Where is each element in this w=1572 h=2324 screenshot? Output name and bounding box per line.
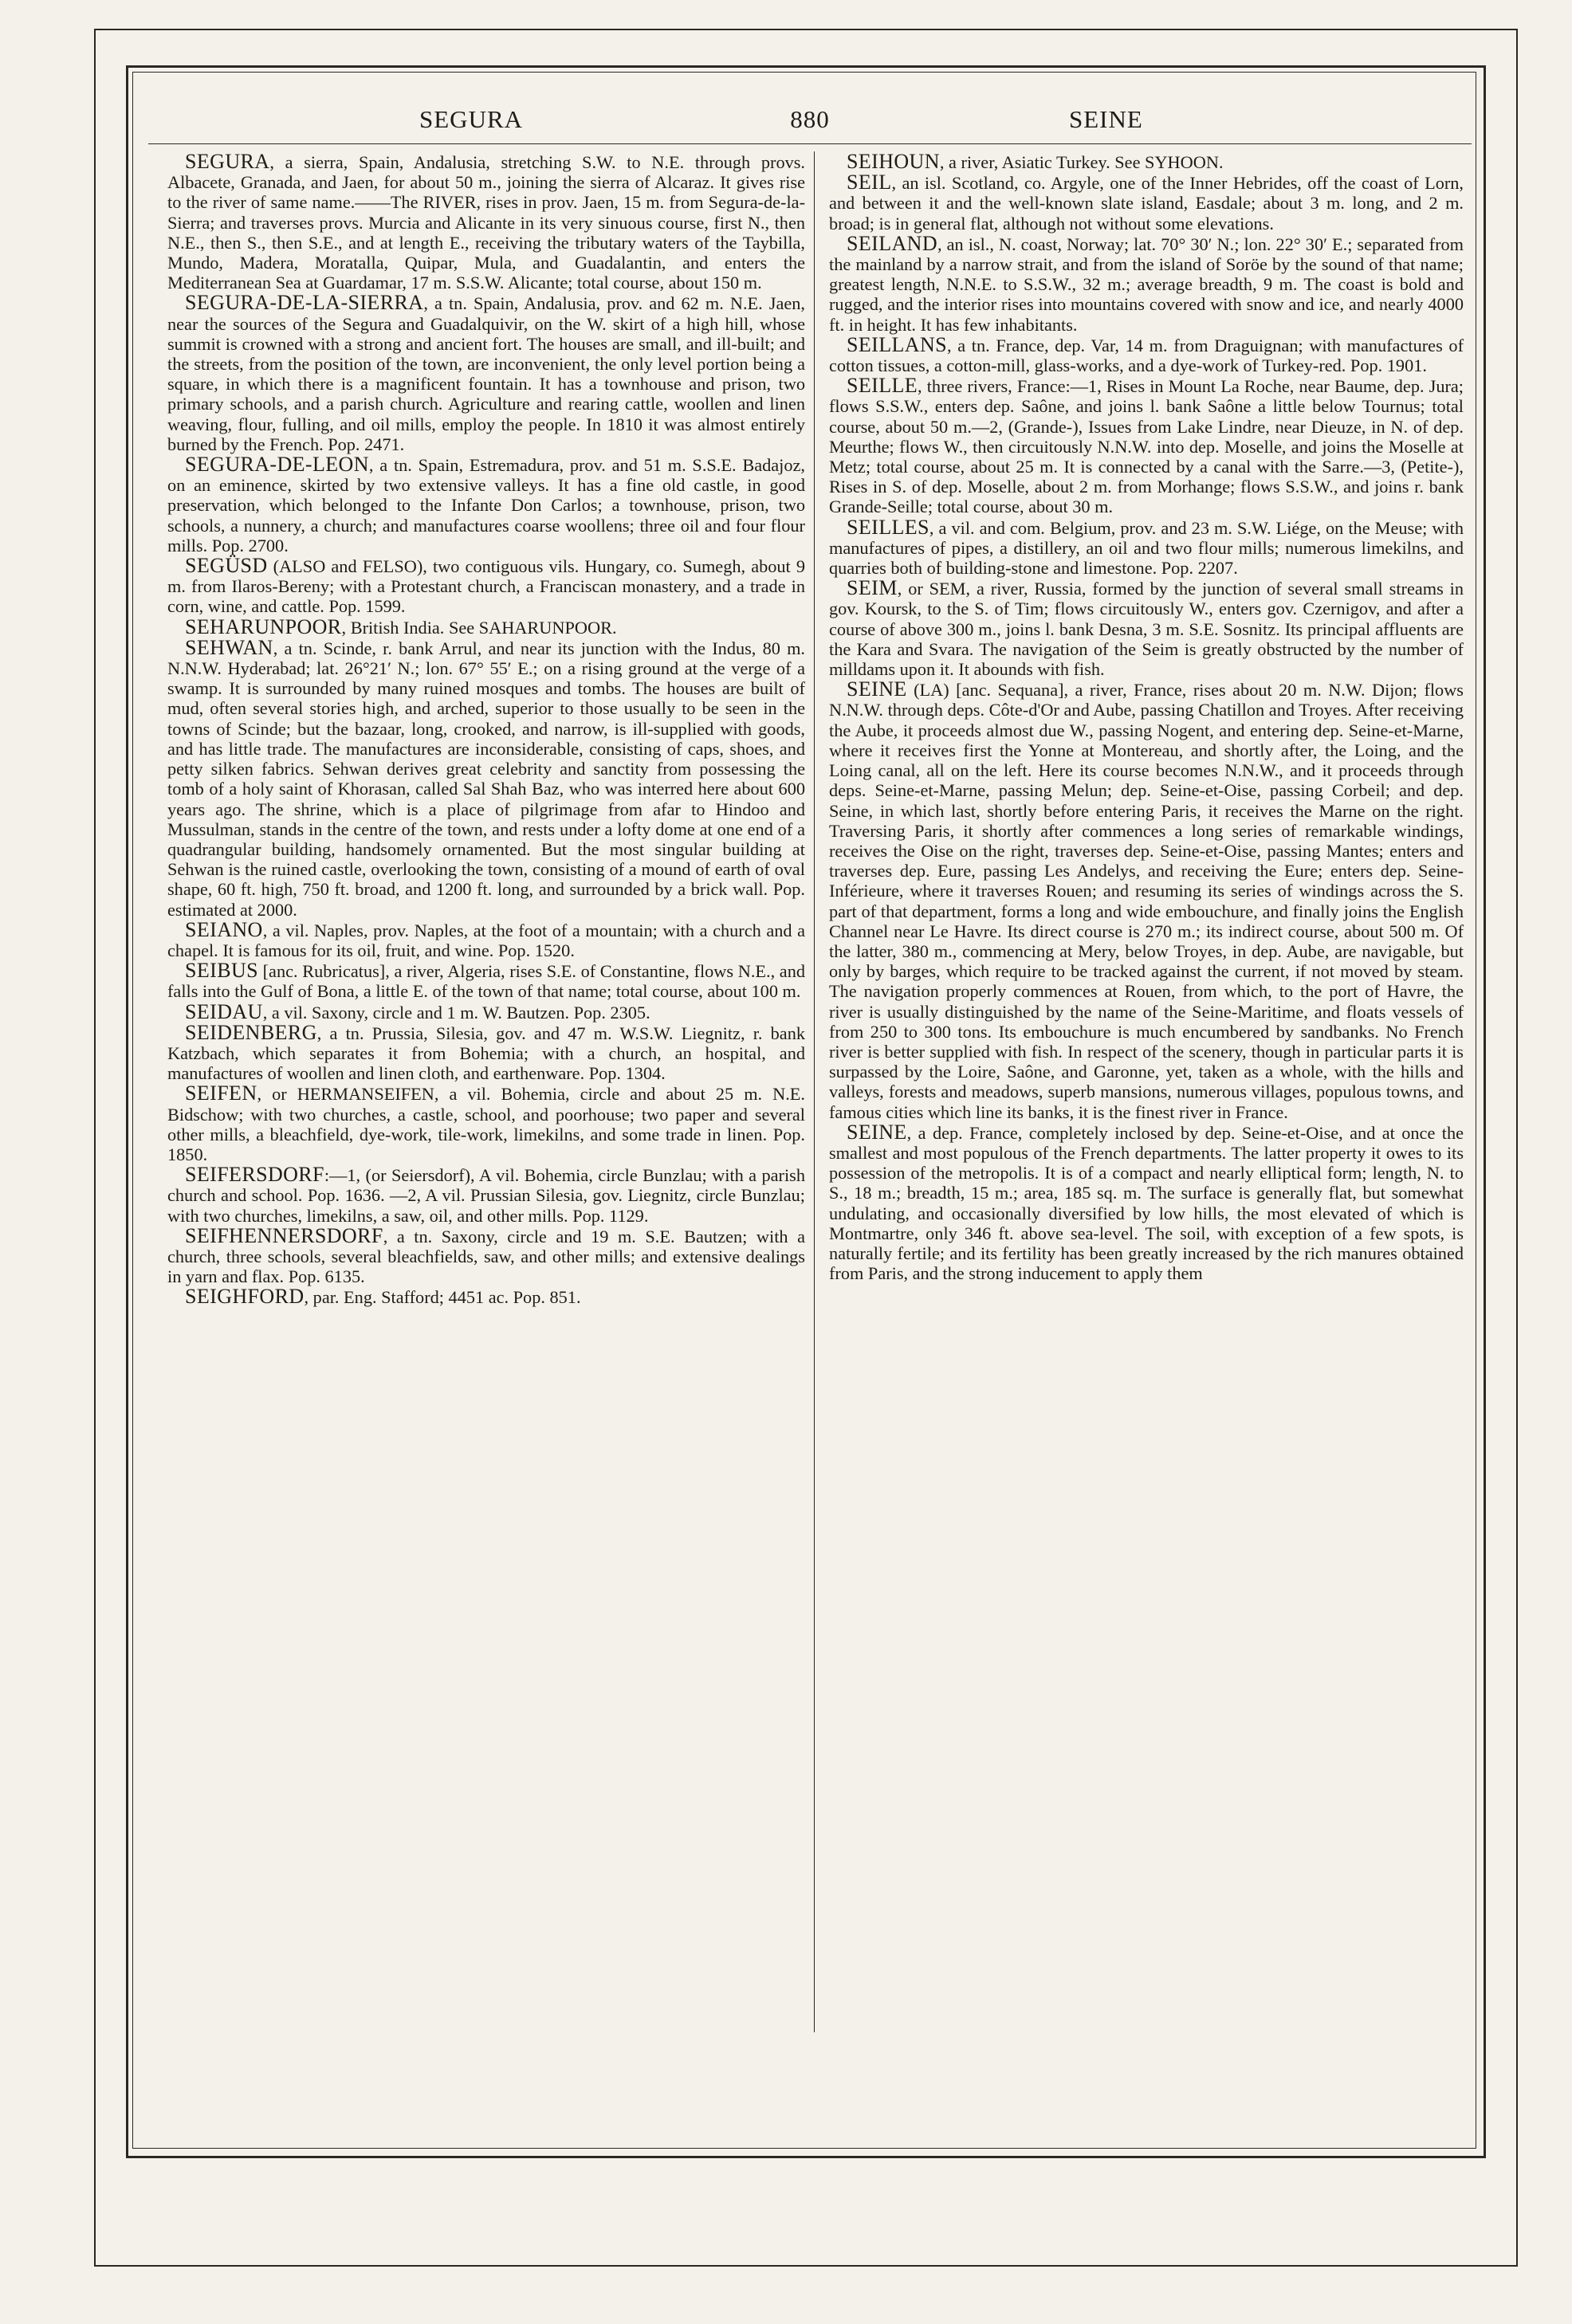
entry-headword: SEIM <box>847 576 898 600</box>
entry-headword: SEILLES <box>847 515 929 539</box>
running-header <box>148 105 1472 140</box>
entry-text: , or SEM, a river, Russia, formed by the junction of several small streams in gov. Koursk, to the S. of Tim; flows circuitously W., enters gov. Czernigov, and after a course of above 300 m., joins l. bank Desna, 3 m. S.E. Sosnitz. Its principal affluents are the Kara and Svara. The navigation of the Seim is greatly obstructed by the number of milldams upon it. It abounds with fish. <box>829 579 1464 680</box>
entry-headword: SEIGHFORD <box>185 1285 305 1309</box>
gazetteer-entry <box>829 1122 1464 1284</box>
gazetteer-entry <box>829 517 1464 579</box>
gazetteer-entry <box>167 1083 805 1164</box>
entry-text: , a vil. Naples, prov. Naples, at the foot of a mountain; with a church and a chapel. It is famous for its oil, fruit, and wine. Pop. 1520. <box>167 920 805 960</box>
entry-text: , a dep. France, completely inclosed by dep. Seine-et-Oise, and at once the smallest and most populous of the French departments. The latter property it owes to its possession of the metropolis. It is of a compact and nearly elliptical form; length, N. to S., 18 m.; breadth, 15 m.; area, 185 sq. m. The surface is generally flat, but somewhat undulating, and occasionally diversified by low hills, the most elevated of which is Montmartre, only 346 ft. above sea-level. The soil, with exception of a few spots, is naturally fertile; and its fertility has been greatly increased by the rich manures obtained from Paris, and the strong inducement to apply them <box>829 1122 1464 1284</box>
gazetteer-entry <box>829 679 1464 1121</box>
entry-headword: SEIHOUN <box>847 150 940 173</box>
entry-headword: SEGURA-DE-LEON <box>185 453 369 477</box>
gazetteer-entry <box>167 917 805 960</box>
gazetteer-entry <box>167 614 805 638</box>
gazetteer-entry <box>167 960 805 1001</box>
entry-headword: SEILLANS <box>847 332 947 356</box>
left-column <box>167 151 805 1308</box>
gazetteer-entry <box>167 1286 805 1307</box>
gazetteer-entry <box>167 1223 805 1287</box>
gazetteer-entry <box>829 172 1464 234</box>
header-left-word: SEGURA <box>419 105 524 133</box>
entry-headword: SEIFERSDORF <box>185 1163 324 1187</box>
entry-headword: SEIDENBERG <box>185 1020 317 1044</box>
entry-headword: SEGÜSD <box>185 554 268 578</box>
entry-headword: SEHARUNPOOR <box>185 614 342 638</box>
entry-text: , a tn. Prussia, Silesia, gov. and 47 m. W.S.W. Liegnitz, r. bank Katzbach, which separates it from Bohemia; with a church, an hospital, and manufactures of woollen and linen cloth, and earthenware. Pop. 1304. <box>167 1023 805 1084</box>
gazetteer-entry <box>829 151 1464 172</box>
entry-text: , British India. See SAHARUNPOOR. <box>341 617 617 638</box>
gazetteer-entry <box>167 292 805 454</box>
entry-text: (LA) [anc. Sequana], a river, France, rises about 20 m. N.W. Dijon; flows N.N.W. through deps. Côte-d'Or and Aube, passing Chatillon and Troyes. After receiving the Aube, it proceeds almost due W., passing Nogent, and entering dep. Seine-et-Marne, where it receives first the Yonne at Montereau, and shortly after, the Loing, and the Loing canal, all on the left. Here its course becomes N.N.W., and it proceeds through deps. Seine-et-Marne, passing Melun; dep. Seine-et-Oise, passing Corbeil; and dep. Seine, in which last, shortly before entering Paris, it receives the Marne on the right. Traversing Paris, it shortly after commences a long series of remarkable windings, receives the Oise on the right, traverses dep. Seine-et-Oise, passing Mantes; enters and traverses dep. Eure, passing Les Andelys, and receiving the Eure; enters dep. Seine-Inférieure, where it traverses Rouen; and resuming its series of windings across the S. part of that department, forms a long and wide embouchure, and finally joins the English Channel near Le Havre. Its direct course is 270 m.; its indirect course, about 500 m. Of the latter, 380 m., commencing at Mery, below Troyes, in dep. Aube, are navigable, but only by barges, which require to be tracked against the current, if not moved by steam. The navigation properly commences at Rouen, from which, to the port of Havre, the river is usually distinguished by the name of the Seine-Maritime, and floats vessels of from 250 to 300 tons. Its embouchure is much encumbered by sandbanks. No French river is better supplied with fish. In respect of the scenery, though in particular parts it is surpassed by the Loire, Saône, and Garonne, yet, taken as a whole, with the hills and valleys, forests and meadows, superb mansions, numerous villages, populous towns, and famous cities which line its banks, it is the finest river in France. <box>829 680 1464 1122</box>
gazetteer-entry <box>167 999 805 1023</box>
right-column <box>829 151 1464 1283</box>
entry-text: , a river, Asiatic Turkey. See SYHOON. <box>939 152 1224 172</box>
entry-text: , or HERMANSEIFEN, a vil. Bohemia, circle and about 25 m. N.E. Bidschow; with two churches, a castle, school, and poorhouse; two paper and several other mills, a bleachfield, dye-work, tile-work, limekilns, and some trade in linen. Pop. 1850. <box>167 1084 805 1164</box>
entry-headword: SEILAND <box>847 231 938 255</box>
gazetteer-entry <box>167 1020 805 1084</box>
entry-text: , a vil. Saxony, circle and 1 m. W. Bautzen. Pop. 2305. <box>262 1002 650 1023</box>
gazetteer-entry <box>829 578 1464 679</box>
entry-text: [anc. Rubricatus], a river, Algeria, rises S.E. of Constantine, flows N.E., and falls into the Gulf of Bona, a little E. of the town of that name; total course, about 100 m. <box>167 961 805 1002</box>
entry-text: , an isl., N. coast, Norway; lat. 70° 30′ N.; lon. 22° 30′ E.; separated from the mainland by a narrow strait, and from the island of Soröe by the sound of that name; greatest length, N.N.E. to S.S.W., 32 m.; average breadth, 9 m. The coast is bold and rugged, and the interior rises into mountains covered with snow and ice, and nearly 4000 ft. in height. It has few inhabitants. <box>829 234 1464 335</box>
gazetteer-entry <box>829 332 1464 376</box>
gazetteer-entry <box>829 375 1464 516</box>
entry-headword: SEIL <box>847 171 892 194</box>
column-divider <box>814 151 815 2032</box>
entry-text: , par. Eng. Stafford; 4451 ac. Pop. 851. <box>304 1287 581 1308</box>
entry-text: , a tn. France, dep. Var, 14 m. from Draguignan; with manufactures of cotton tissues, a cotton-mill, glass-works, and a dye-work of Turkey-red. Pop. 1901. <box>829 335 1464 376</box>
entry-headword: SEILLE <box>847 374 918 398</box>
entry-text: , a vil. and com. Belgium, prov. and 23 m. S.W. Liége, on the Meuse; with manufactures of pipes, a distillery, an oil and two flour mills; numerous limekilns, and quarries both of building-stone and limestone. Pop. 2207. <box>829 517 1464 579</box>
entry-headword: SEIDAU <box>185 999 263 1023</box>
entry-text: , a sierra, Spain, Andalusia, stretching S.W. to N.E. through provs. Albacete, Granada, and Jaen, for about 50 m., joining the sierra of Alcaraz. It gives rise to the river of same name.——The RIVER, rises in prov. Jaen, 15 m. from Segura-de-la-Sierra; and traverses provs. Murcia and Alicante in its very sinuous course, first N., then N.E., then S., then S.E., and at length E., receiving the tributary waters of the Taybilla, Mundo, Madera, Moratalla, Quipar, Mula, and Guadalantin, and enters the Mediterranean Sea at Guardamar, 17 m. S.S.W. Alicante; total course, about 150 m. <box>167 152 805 293</box>
gazetteer-entry <box>167 454 805 555</box>
entry-text: , a tn. Spain, Estremadura, prov. and 51 m. S.S.E. Badajoz, on an eminence, skirted by two extensive valleys. It has a fine old castle, in good preservation, which belonged to the Infante Don Carlos; a townhouse, prison, two schools, a nunnery, a church; and manufactures coarse woollens; three oil and four flour mills. Pop. 2700. <box>167 455 805 555</box>
gazetteer-entry <box>167 555 805 617</box>
header-rule <box>148 143 1472 144</box>
gazetteer-entry <box>829 231 1464 335</box>
entry-text: :—1, (or Seiersdorf), A vil. Bohemia, circle Bunzlau; with a parish church and school. Pop. 1636. —2, A vil. Prussian Silesia, gov. Liegnitz, circle Bunzlau; with two churches, limekilns, a saw, oil, and other mills. Pop. 1129. <box>167 1165 805 1226</box>
entry-headword: SEIBUS <box>185 959 258 983</box>
entry-text: , a tn. Saxony, circle and 19 m. S.E. Bautzen; with a church, three schools, several bleachfields, saw, and other mills; and extensive dealings in yarn and flax. Pop. 6135. <box>167 1226 805 1287</box>
gazetteer-entry <box>167 1164 805 1226</box>
entry-text: (ALSO and FELSO), two contiguous vils. Hungary, co. Sumegh, about 9 m. from Ilaros-Bereny; with a Protestant church, a Franciscan monastery, and a trade in corn, wine, and cattle. Pop. 1599. <box>167 556 805 617</box>
entry-text: , three rivers, France:—1, Rises in Mount La Roche, near Baume, dep. Jura; flows S.S.W., enters dep. Saône, and joins l. bank Saône a little below Tournus; total course, about 50 m.—2, (Grande-), Issues from Lake Lindre, near Dieuze, in N. of dep. Meurthe; flows W., then circuitously N.N.W. into dep. Moselle, and joins the Moselle at Metz; total course, about 25 m. It is connected by a canal with the Sarre.—3, (Petite-), Rises in S. of dep. Moselle, about 2 m. from Morhange; flows S.S.W., and joins r. bank Grande-Seille; total course, about 30 m. <box>829 376 1464 517</box>
entry-text: , an isl. Scotland, co. Argyle, one of the Inner Hebrides, off the coast of Lorn, and between it and the well-known slate island, Easdale; about 3 m. long, and 2 m. broad; is in general flat, although not without some elevations. <box>829 173 1464 234</box>
entry-headword: SEGURA-DE-LA-SIERRA <box>185 291 424 315</box>
entry-headword: SEIFHENNERSDORF <box>185 1223 383 1247</box>
entry-headword: SEINE <box>847 1120 907 1144</box>
entry-headword: SEHWAN <box>185 635 273 659</box>
entry-headword: SEIFEN <box>185 1082 257 1105</box>
entry-text: , a tn. Spain, Andalusia, prov. and 62 m. N.E. Jaen, near the sources of the Segura and Guadalquivir, on the W. skirt of a high hill, whose summit is crowned with a strong and ancient fort. The houses are small, and ill-built; and the streets, from the position of the town, are inconvenient, the only level portion being a square, in which there is a magnificent fountain. It has a townhouse and prison, two primary schools, and a parish church. Agriculture and rearing cattle, woollen and linen weaving, flour, fulling, and oil mills, employ the people. In 1810 it was almost entirely burned by the French. Pop. 2471. <box>167 293 805 454</box>
header-right-word: SEINE <box>1069 105 1143 133</box>
entry-headword: SEIANO <box>185 917 263 941</box>
gazetteer-entry <box>167 151 805 292</box>
page-number: 880 <box>790 105 830 133</box>
entry-headword: SEGURA <box>185 150 270 173</box>
gazetteer-entry <box>167 635 805 920</box>
entry-headword: SEINE <box>847 677 907 701</box>
entry-text: , a tn. Scinde, r. bank Arrul, and near its junction with the Indus, 80 m. N.N.W. Hyderabad; lat. 26°21′ N.; lon. 67° 55′ E.; on a rising ground at the verge of a swamp. It is surrounded by many ruined mosques and tombs. The houses are built of mud, often several stories high, and arched, superior to those usually to be seen in the towns of Scinde; but the bazaar, long, crooked, and narrow, is ill-supplied with goods, and has little trade. The manufactures are inconsiderable, consisting of caps, shoes, and petty silken fabrics. Sehwan derives great celebrity and sanctity from possessing the tomb of a holy saint of Khorasan, called Sal Shah Baz, who was interred here about 600 years ago. The shrine, which is a place of pilgrimage from afar to Hindoo and Mussulman, stands in the centre of the town, and rests under a lofty dome at one end of a quadrangular building, handsomely ornamented. But the most singular building at Sehwan is the ruined castle, overlooking the town, consisting of a mound of earth of oval shape, 60 ft. high, 750 ft. broad, and 1200 ft. long, and surrounded by a brick wall. Pop. estimated at 2000. <box>167 638 805 920</box>
